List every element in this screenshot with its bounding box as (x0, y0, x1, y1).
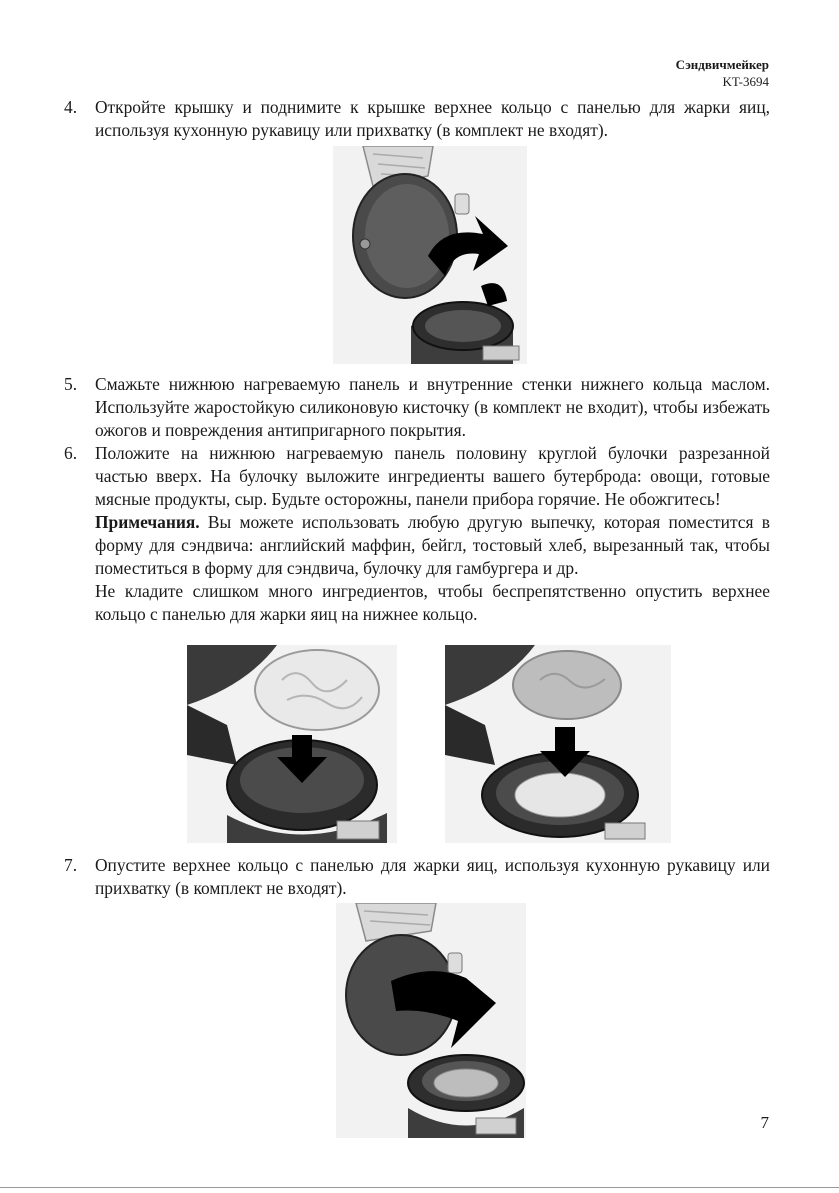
document-header (676, 56, 769, 90)
step-text: Смажьте нижнюю нагреваемую панель и внутренние стенки нижнего кольца маслом. Используйте жаростойкую силиконовую кисточку (в комплект не входит), чтобы избежать ожогов и повреждения антипригарного покрытия. (95, 374, 770, 440)
step-number: 4. (64, 97, 78, 117)
product-model: KT-3694 (722, 74, 769, 89)
bottom-rule (0, 1187, 839, 1188)
step-text: Положите на нижнюю нагреваемую панель половину круглой булочки разрезанной частью вверх. На булочку выложите ингредиенты вашего бутерброда: овощи, готовые мясные продукты, сыр. Будьте осторожны, панели прибора горячие. Не обожгитесь! (95, 443, 770, 509)
step-number: 7. (64, 855, 78, 875)
step-6 (64, 442, 770, 626)
step-7 (64, 854, 770, 900)
step-text: Откройте крышку и поднимите к крышке верхнее кольцо с панелью для жарки яиц, используя кухонную рукавицу или прихватку (в комплект не входят). (95, 97, 770, 140)
illustration-bun-in-ring (445, 645, 671, 843)
step-number: 6. (64, 443, 78, 463)
note-label: Примечания. (95, 512, 200, 532)
product-title: Сэндвичмейкер (675, 57, 769, 72)
note-paragraph-2: Не кладите слишком много ингредиентов, чтобы беспрепятственно опустить верхнее кольцо с панелью для жарки яиц на нижнее кольцо. (95, 581, 770, 624)
step-text: Опустите верхнее кольцо с панелью для жарки яиц, используя кухонную рукавицу или прихватку (в комплект не входят). (95, 855, 770, 898)
note-text: Вы можете использовать любую другую выпечку, которая поместится в форму для сэндвича: английский маффин, бейгл, тостовый хлеб, вырезанный так, чтобы поместиться в форму для сэндвича, булочку для гамбургера и др. (95, 512, 770, 578)
step-5 (64, 373, 770, 442)
illustration-open-lid (333, 146, 527, 364)
illustration-lower-ring (336, 903, 526, 1138)
note-paragraph (95, 511, 770, 580)
step-4 (64, 96, 770, 142)
page-number: 7 (760, 1113, 769, 1132)
illustration-place-bun (187, 645, 397, 843)
step-number: 5. (64, 374, 78, 394)
